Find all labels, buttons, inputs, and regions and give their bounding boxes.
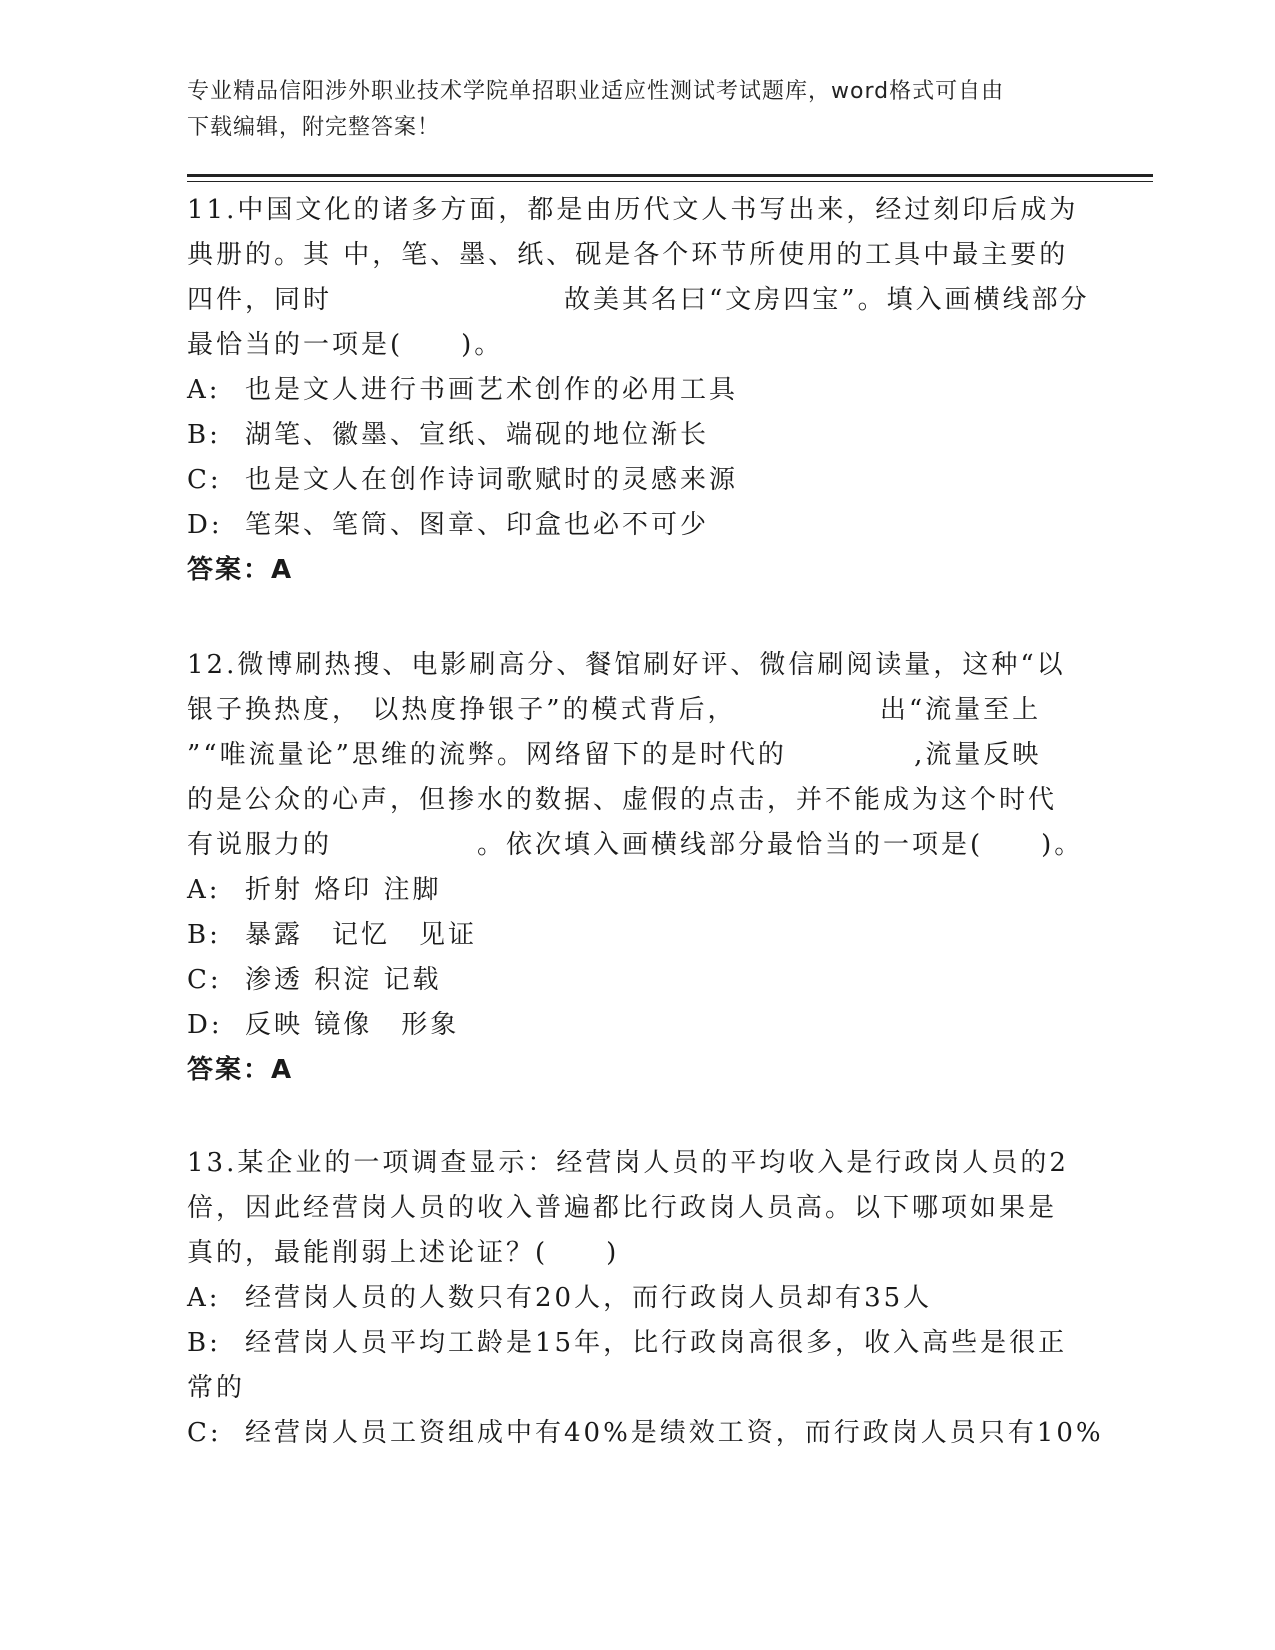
stem-line: 银子换热度， 以热度挣银子”的模式背后， 出“流量至上 <box>187 695 1042 725</box>
option-c <box>187 458 1077 503</box>
option-b-continuation: 常的 <box>187 1373 246 1403</box>
answer-line: 答案：A <box>187 1055 294 1085</box>
question-12 <box>187 643 1084 1093</box>
stem-line: 的是公众的心声，但掺水的数据、虚假的点击，并不能成为这个时代 <box>187 785 1058 815</box>
option-letter: C: <box>187 965 222 995</box>
option-b <box>187 413 1077 458</box>
option-text: 也是文人进行书画艺术创作的必用工具 <box>245 375 739 405</box>
option-letter: A: <box>187 375 221 405</box>
stem-line: 倍，因此经营岗人员的收入普遍都比行政岗人员高。以下哪项如果是 <box>187 1193 1058 1223</box>
question-11 <box>187 188 1090 593</box>
question-stem <box>187 188 1090 368</box>
option-text: 笔架、笔筒、图章、印盒也必不可少 <box>245 510 710 540</box>
option-letter: A: <box>187 875 221 905</box>
option-text: 也是文人在创作诗词歌赋时的灵感来源 <box>245 465 739 495</box>
option-text: 反映 镜像 形象 <box>245 1010 460 1040</box>
option-text: 经营岗人员的人数只有20人，而行政岗人员却有35人 <box>245 1283 933 1313</box>
header-rule-thin <box>187 181 1153 182</box>
option-a <box>187 1276 1077 1321</box>
option-text: 折射 烙印 注脚 <box>245 875 442 905</box>
option-text: 渗透 积淀 记载 <box>245 965 442 995</box>
stem-line: 11.中国文化的诸多方面，都是由历代文人书写出来，经过刻印后成为 <box>187 195 1079 225</box>
option-letter: C: <box>187 465 222 495</box>
stem-line: 12.微博刷热搜、电影刷高分、餐馆刷好评、微信刷阅读量，这种“以 <box>187 650 1066 680</box>
option-letter: B: <box>187 1328 221 1358</box>
stem-line: 典册的。其 中，笔、墨、纸、砚是各个环节所使用的工具中最主要的 <box>187 240 1069 270</box>
stem-line: 真的，最能削弱上述论证？( ) <box>187 1238 620 1268</box>
header-line-1: 专业精品信阳涉外职业技术学院单招职业适应性测试考试题库，word格式可自由 <box>187 79 1005 104</box>
stem-line: 四件，同时 故美其名曰“文房四宝”。填入画横线部分 <box>187 285 1090 315</box>
header-rule-thick <box>187 174 1153 177</box>
option-letter: B: <box>187 920 221 950</box>
option-b <box>187 913 1077 958</box>
stem-line: 有说服力的 。依次填入画横线部分最恰当的一项是( )。 <box>187 830 1084 860</box>
answer-line: 答案：A <box>187 555 294 585</box>
question-stem <box>187 1141 1077 1276</box>
option-a <box>187 868 1077 913</box>
question-13 <box>187 1141 1104 1456</box>
stem-line: ”“唯流量论”思维的流弊。网络留下的是时代的 ,流量反映 <box>187 740 1042 770</box>
stem-line: 最恰当的一项是( )。 <box>187 330 504 360</box>
option-text: 经营岗人员平均工龄是15年，比行政岗高很多，收入高些是很正 <box>245 1328 1068 1358</box>
option-letter: A: <box>187 1283 221 1313</box>
stem-line: 13.某企业的一项调查显示：经营岗人员的平均收入是行政岗人员的2 <box>187 1148 1069 1178</box>
option-letter: C: <box>187 1418 222 1448</box>
option-c <box>187 958 1077 1003</box>
option-text: 湖笔、徽墨、宣纸、端砚的地位渐长 <box>245 420 710 450</box>
option-letter: B: <box>187 420 221 450</box>
option-a <box>187 368 1077 413</box>
option-c <box>187 1411 1104 1456</box>
header-line-2: 下载编辑，附完整答案！ <box>187 115 441 140</box>
option-letter: D: <box>187 1010 223 1040</box>
option-d <box>187 503 1077 548</box>
document-header <box>187 74 1067 146</box>
option-letter: D: <box>187 510 223 540</box>
option-b <box>187 1321 1077 1366</box>
question-stem <box>187 643 1084 868</box>
option-text: 经营岗人员工资组成中有40%是绩效工资，而行政岗人员只有10% <box>245 1418 1104 1448</box>
option-text: 暴露 记忆 见证 <box>245 920 478 950</box>
option-d <box>187 1003 1077 1048</box>
